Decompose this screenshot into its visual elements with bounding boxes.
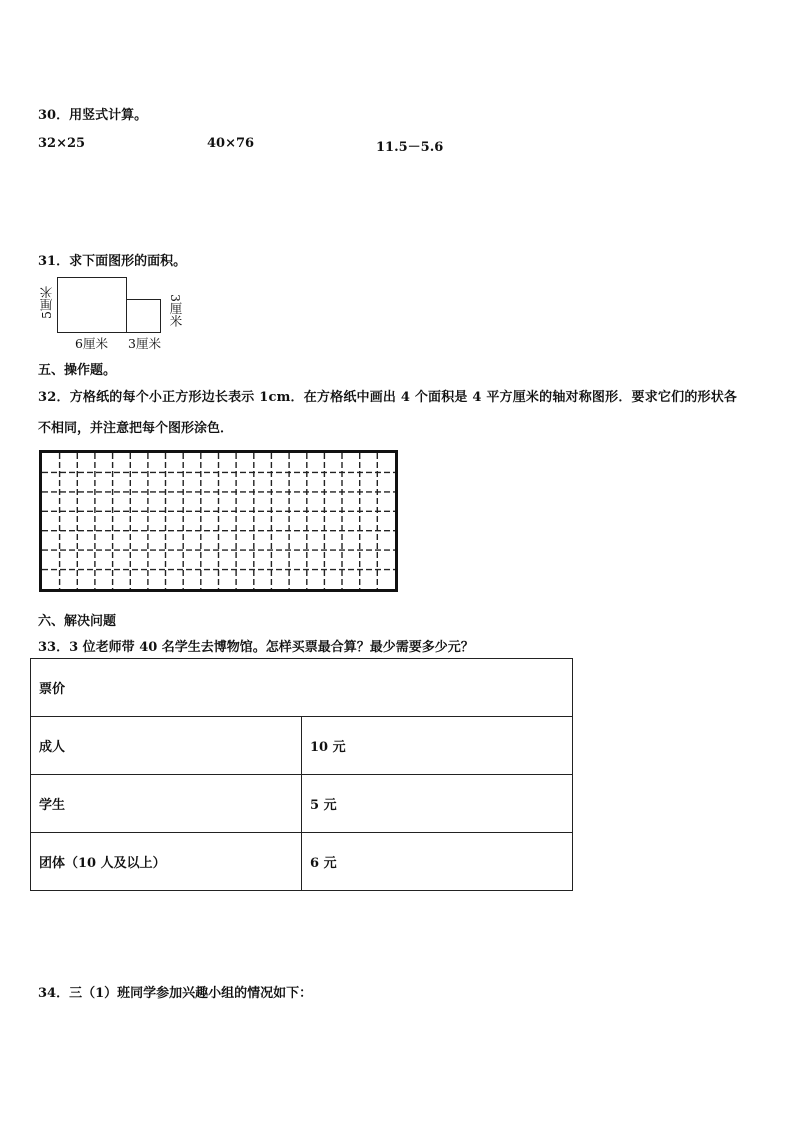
table-row — [31, 717, 573, 775]
small-rectangle — [126, 299, 161, 333]
grid-lines — [42, 453, 395, 589]
expression-1: 32×25 — [38, 136, 86, 151]
grid-paper — [39, 450, 398, 592]
section-5-heading: 五、操作题。 — [38, 363, 117, 378]
expression-3: 11.5－5.6 — [376, 140, 444, 155]
expression-2: 40×76 — [207, 136, 255, 151]
question-33-title: 33．3 位老师带 40 名学生去博物馆。怎样买票最合算？最少需要多少元？ — [38, 640, 474, 655]
table-row — [31, 833, 573, 891]
ticket-type-cell: 团体（10 人及以上） — [31, 833, 302, 891]
ticket-type-cell: 成人 — [31, 717, 302, 775]
table-row — [31, 775, 573, 833]
question-34-title: 34．三（1）班同学参加兴趣小组的情况如下： — [38, 986, 313, 1001]
question-32-line-2: 不相同，并注意把每个图形涂色． — [38, 421, 234, 436]
table-header-cell: 票价 — [31, 659, 573, 717]
section-6-heading: 六、解决问题 — [38, 614, 117, 629]
ticket-price-cell: 10 元 — [302, 717, 573, 775]
label-left-height: 5厘米 — [39, 286, 54, 319]
ticket-price-cell: 5 元 — [302, 775, 573, 833]
label-bottom-right: 3厘米 — [128, 336, 161, 351]
large-rectangle — [57, 277, 127, 333]
label-bottom-left: 6厘米 — [75, 336, 108, 351]
question-32-line-1: 32．方格纸的每个小正方形边长表示 1cm．在方格纸中画出 4 个面积是 4 平方厘米的轴对称图形．要求它们的形状各 — [38, 390, 738, 405]
price-table — [30, 658, 573, 891]
question-30-title: 30．用竖式计算。 — [38, 108, 148, 123]
label-right-height: 3厘米 — [168, 294, 183, 327]
ticket-type-cell: 学生 — [31, 775, 302, 833]
question-31-title: 31．求下面图形的面积。 — [38, 254, 187, 269]
ticket-price-cell: 6 元 — [302, 833, 573, 891]
table-header-row — [31, 659, 573, 717]
